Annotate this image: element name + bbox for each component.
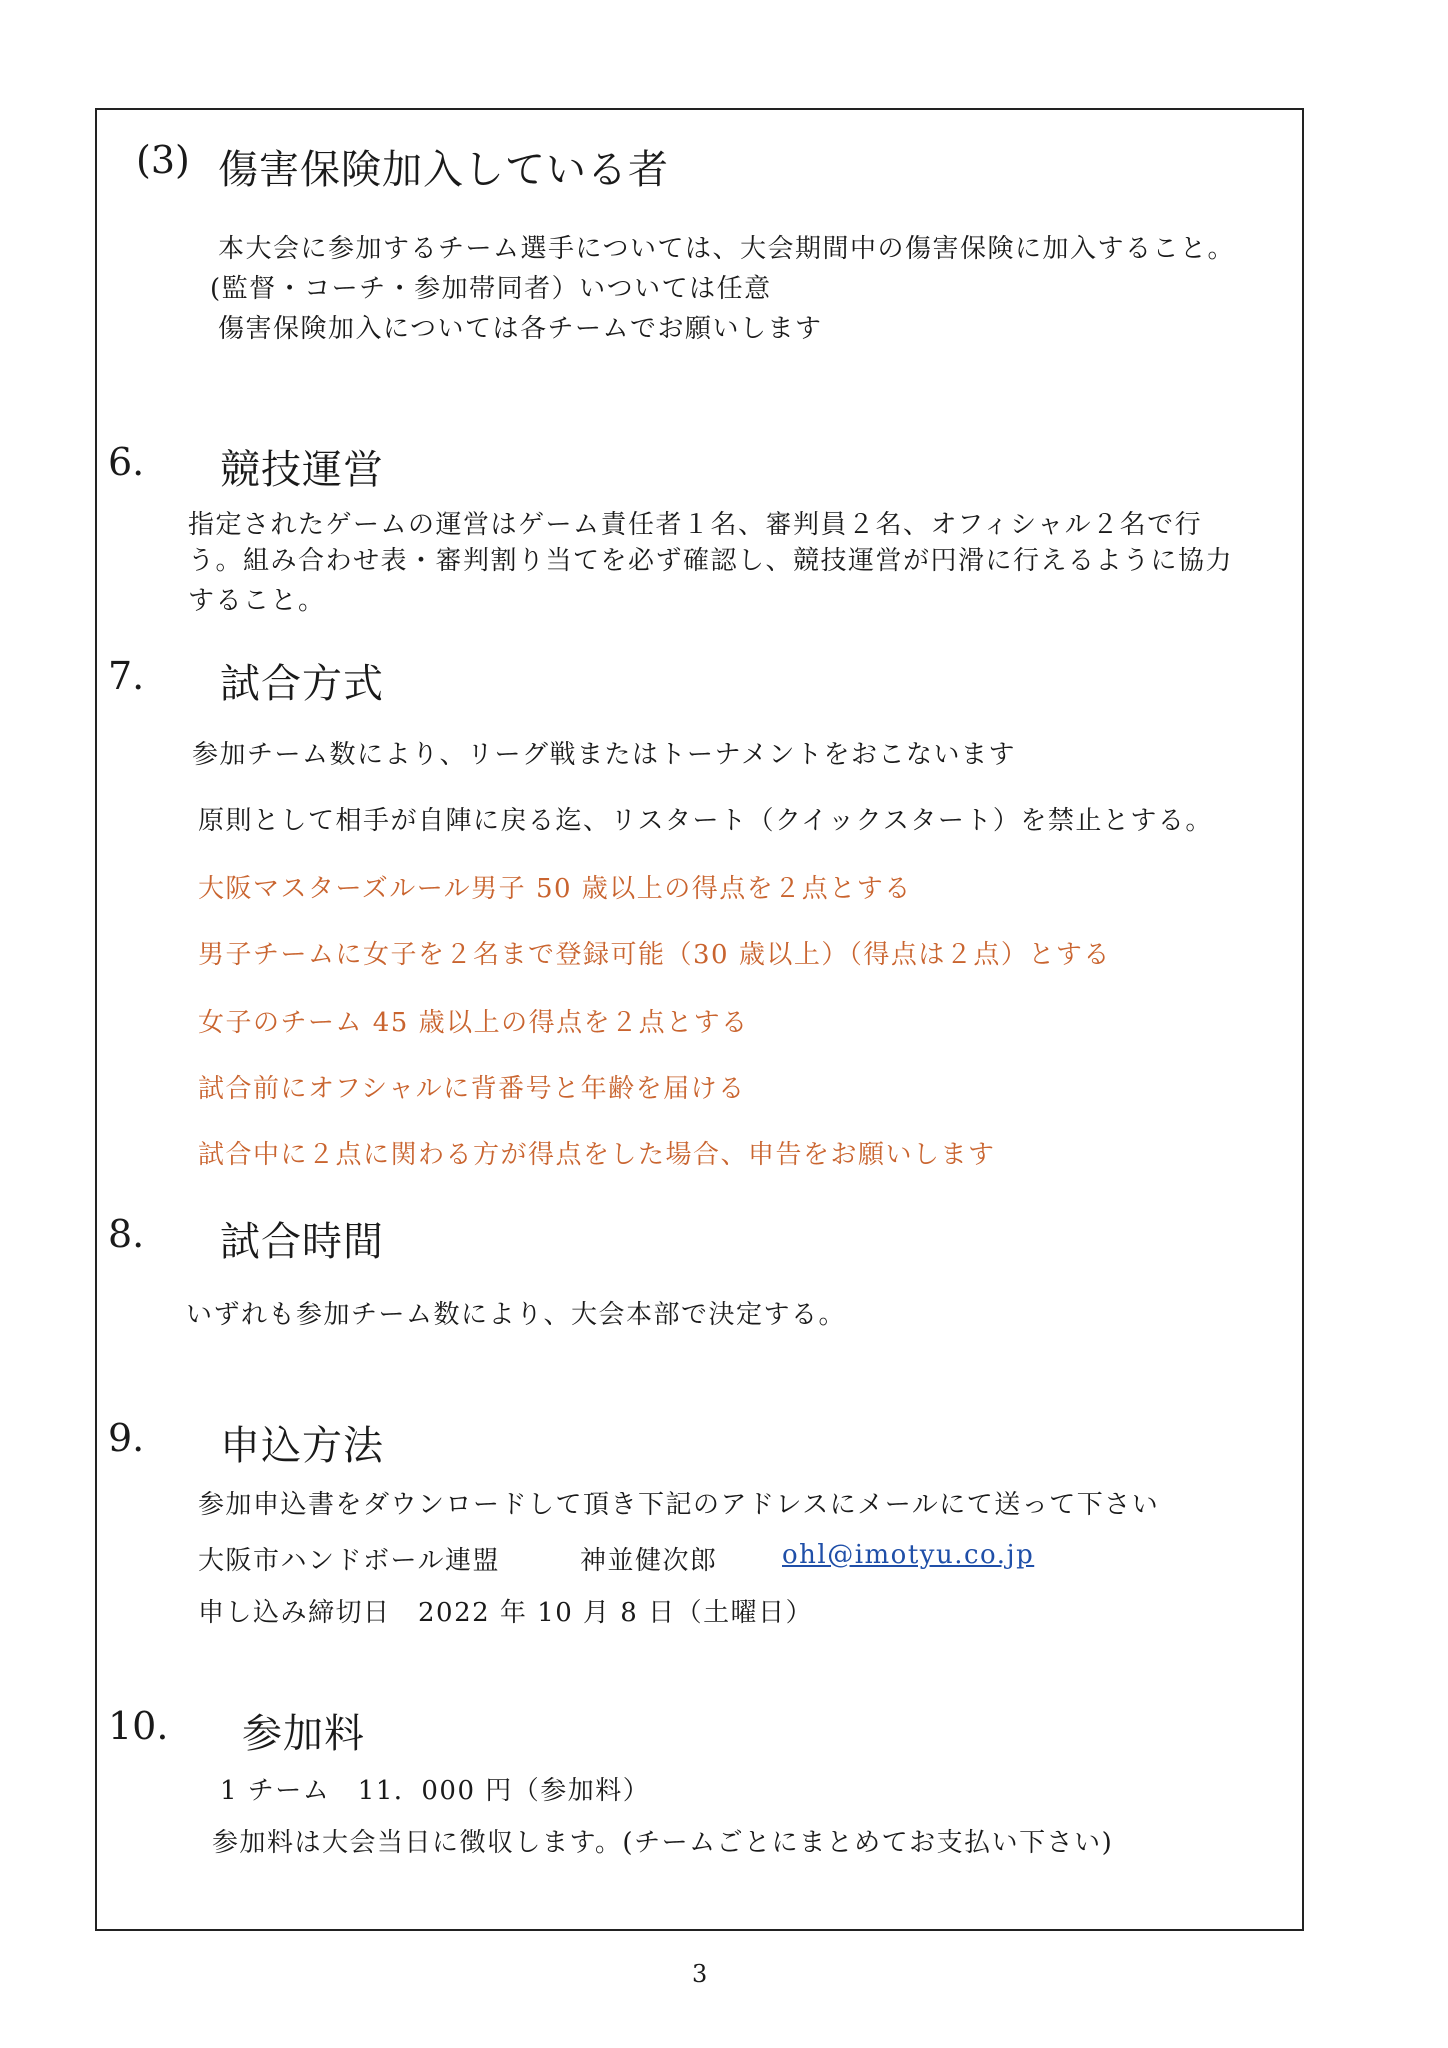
section-6-line-2: う。組み合わせ表・審判割り当てを必ず確認し、競技運営が円滑に行えるように協力 <box>188 546 1234 576</box>
section-3-line-2: (監督・コーチ・参加帯同者）いついては任意 <box>210 274 772 304</box>
section-7-rule-4: 試合前にオフシャルに背番号と年齢を届ける <box>198 1074 746 1104</box>
section-3-number: (3) <box>136 138 190 182</box>
section-3-line-1: 本大会に参加するチーム選手については、大会期間中の傷害保険に加入すること。 <box>218 234 1235 264</box>
section-6-line-3: すること。 <box>188 586 326 616</box>
section-3-title: 傷害保険加入している者 <box>218 147 669 193</box>
section-7-rule-3: 女子のチーム 45 歳以上の得点を２点とする <box>198 1008 749 1038</box>
section-7-rule-1: 大阪マスターズルール男子 50 歳以上の得点を２点とする <box>198 874 912 904</box>
section-9-title: 申込方法 <box>220 1423 384 1469</box>
section-7-number: 7. <box>108 654 145 698</box>
section-9-line-1: 参加申込書をダウンロードして頂き下記のアドレスにメールにて送って下さい <box>198 1490 1160 1520</box>
section-10-number: 10. <box>108 1704 169 1748</box>
section-6-line-1: 指定されたゲームの運営はゲーム責任者１名、審判員２名、オフィシャル２名で行 <box>188 510 1203 540</box>
section-6-number: 6. <box>108 440 145 484</box>
section-10-title: 参加料 <box>242 1711 365 1757</box>
section-9-org: 大阪市ハンドボール連盟 <box>198 1546 500 1576</box>
section-7-rule-2: 男子チームに女子を２名まで登録可能（30 歳以上）（得点は２点）とする <box>198 940 1111 970</box>
section-9-number: 9. <box>108 1416 145 1460</box>
section-7-line-2: 原則として相手が自陣に戻る迄、リスタート（クイックスタート）を禁止とする。 <box>198 806 1213 836</box>
section-8-title: 試合時間 <box>220 1219 384 1265</box>
section-7-title: 試合方式 <box>220 661 384 707</box>
email-link[interactable]: ohl@imotyu.co.jp <box>782 1540 1035 1570</box>
page-number: 3 <box>692 1960 708 1988</box>
section-3-line-3: 傷害保険加入については各チームでお願いします <box>218 314 823 344</box>
section-7-line-1: 参加チーム数により、リーグ戦またはトーナメントをおこないます <box>192 740 1016 770</box>
section-7-rule-5: 試合中に２点に関わる方が得点をした場合、申告をお願いします <box>198 1140 996 1170</box>
section-9-person: 神並健次郎 <box>580 1546 718 1576</box>
section-6-title: 競技運営 <box>220 447 384 493</box>
section-8-line-1: いずれも参加チーム数により、大会本部で決定する。 <box>186 1300 847 1330</box>
section-8-number: 8. <box>108 1212 145 1256</box>
section-10-line-1: 1 チーム 11．000 円（参加料） <box>220 1776 651 1806</box>
section-10-line-2: 参加料は大会当日に徴収します。(チームごとにまとめてお支払い下さい) <box>212 1828 1114 1858</box>
section-9-deadline: 申し込み締切日 2022 年 10 月 8 日（土曜日） <box>198 1598 814 1628</box>
